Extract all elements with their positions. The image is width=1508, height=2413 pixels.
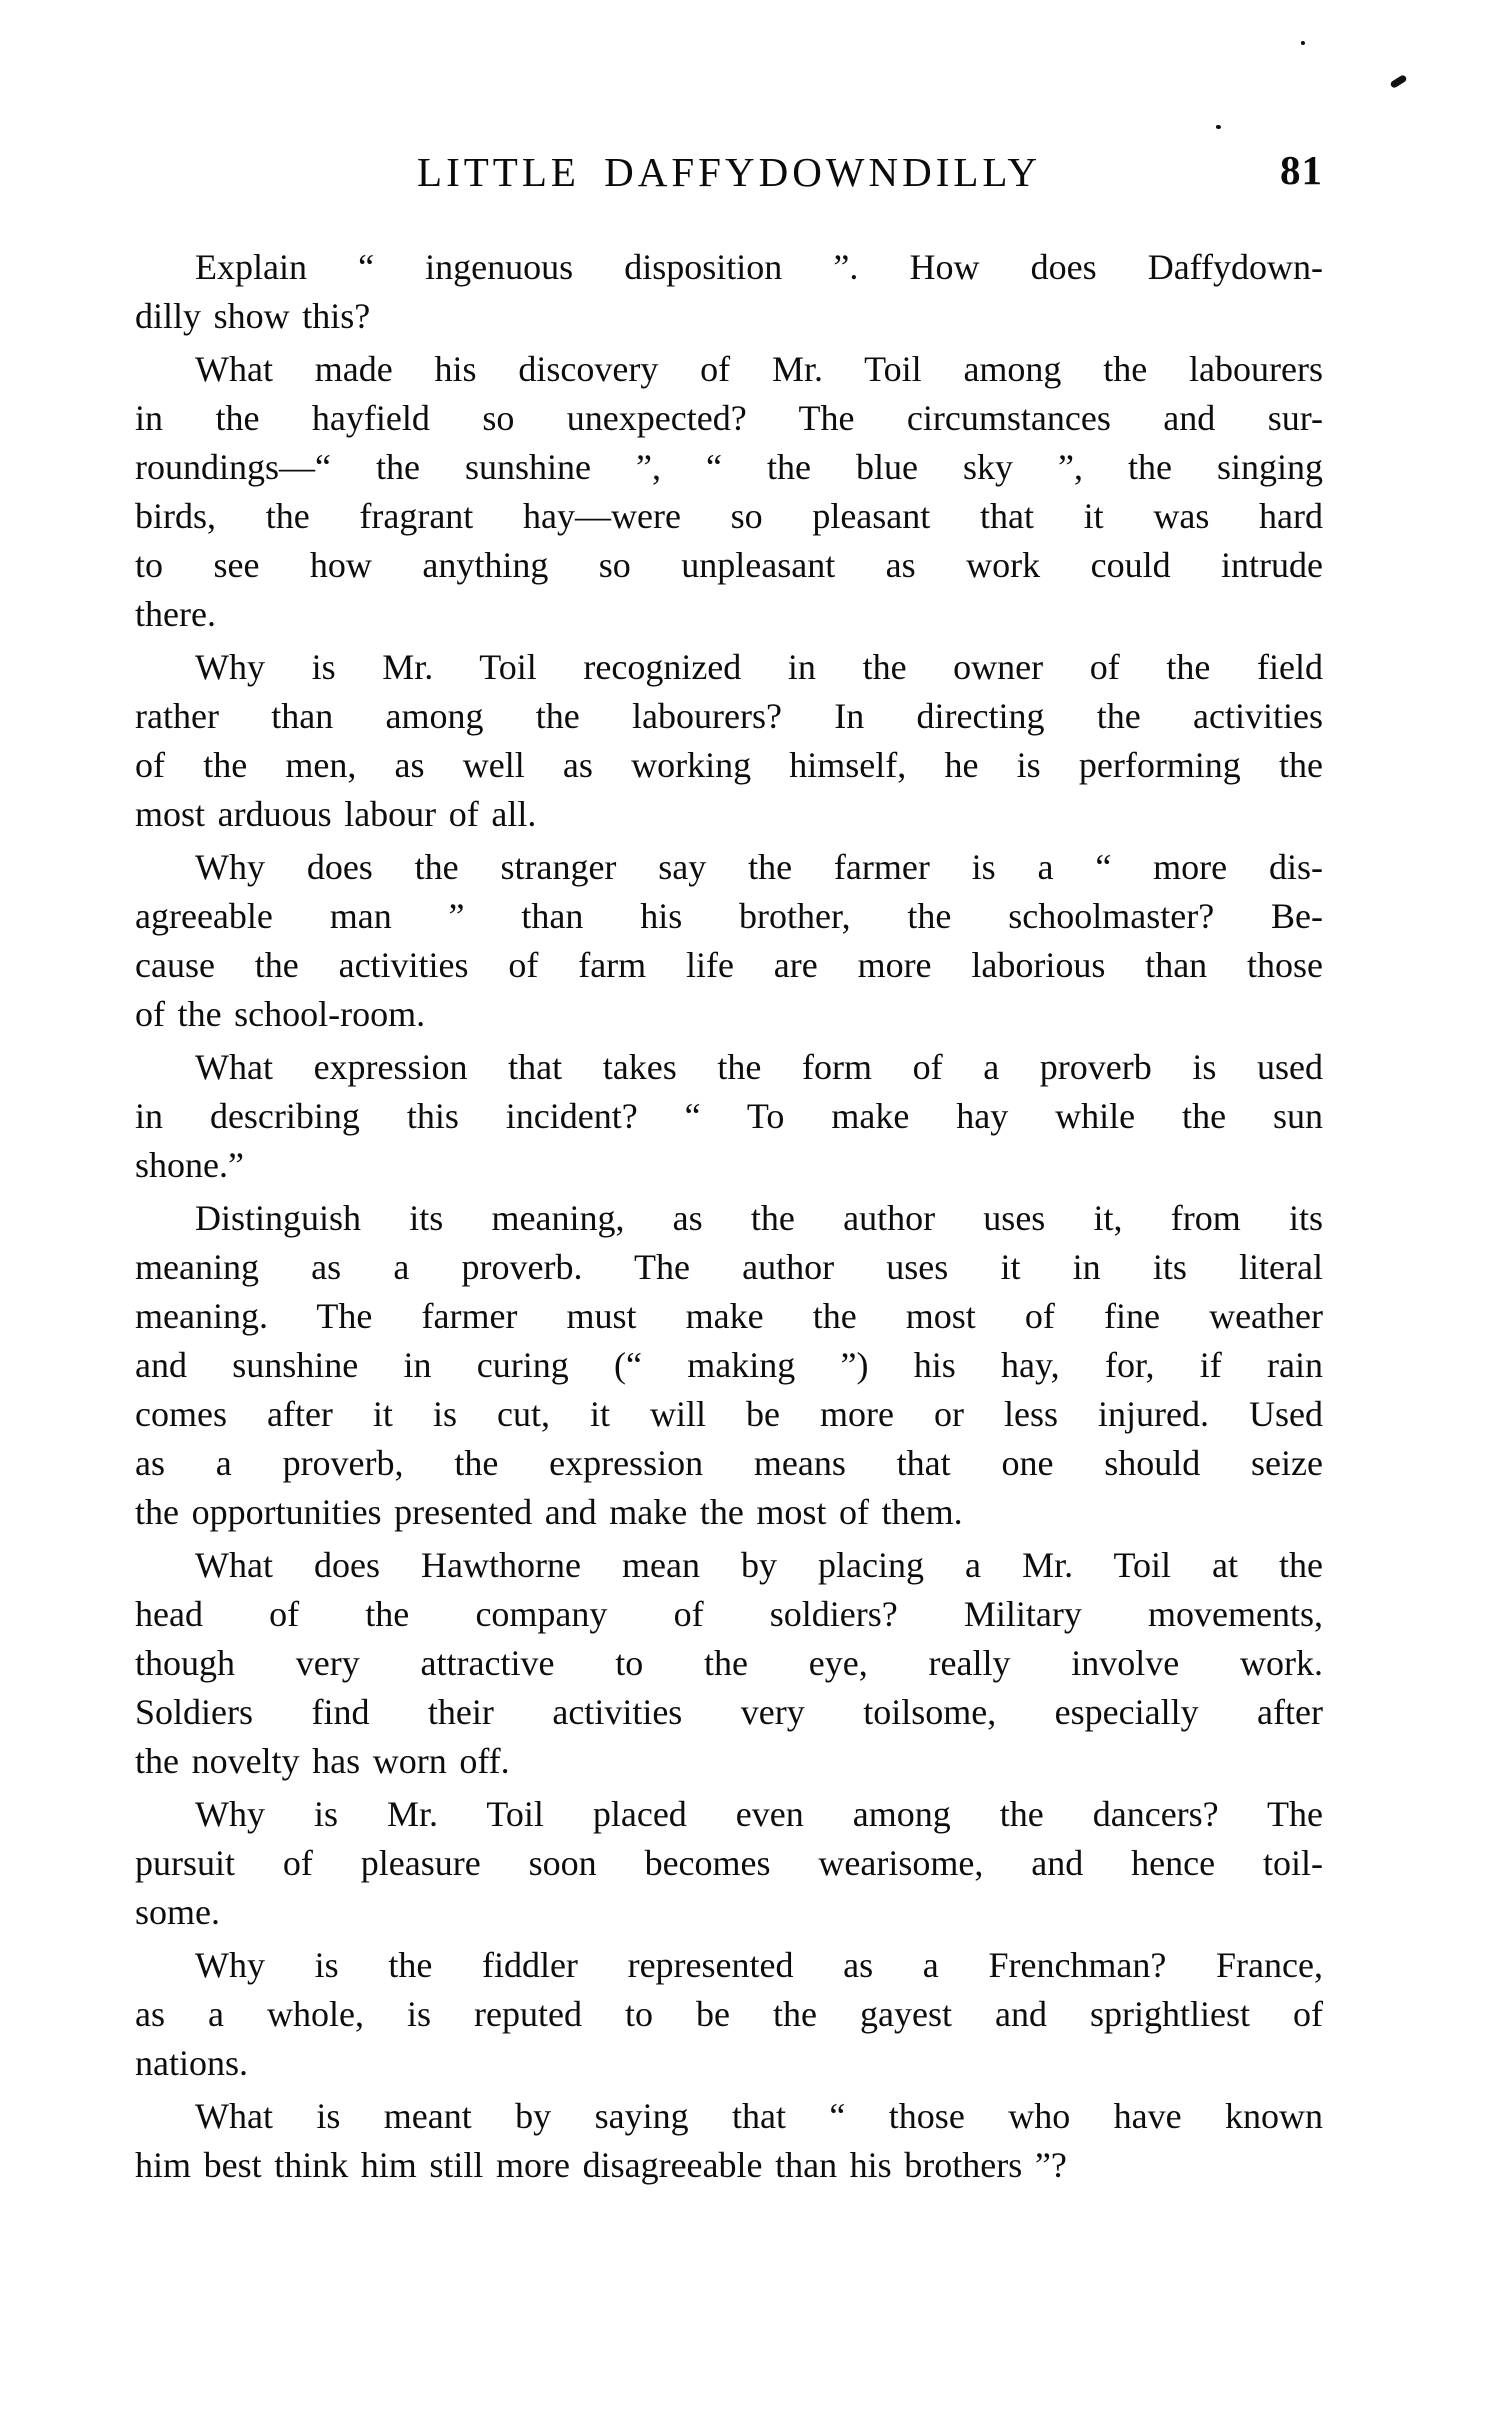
ink-speck: [1301, 41, 1305, 45]
text-line: What does Hawthorne mean by placing a Mr. Toil at the: [195, 1545, 1323, 1585]
text-line: of the school-room.: [135, 994, 426, 1034]
text-line: What expression that takes the form of a proverb is used: [195, 1047, 1323, 1087]
text-line: agreeable man ” than his brother, the schoolmaster? Be-: [135, 896, 1323, 936]
text-line: in describing this incident? “ To make hay while the sun: [135, 1096, 1323, 1136]
paragraph: [135, 243, 1323, 341]
text-line: though very attractive to the eye, really involve work.: [135, 1643, 1323, 1683]
text-line: meaning. The farmer must make the most of fine weather: [135, 1296, 1323, 1336]
page-number: 81: [1280, 147, 1323, 193]
text-line: Why is Mr. Toil placed even among the dancers? The: [195, 1794, 1323, 1834]
paragraph: [135, 643, 1323, 839]
text-line: rather than among the labourers? In directing the activities: [135, 696, 1323, 736]
paragraph: [135, 345, 1323, 639]
paragraph: [135, 2092, 1323, 2190]
text-line: and sunshine in curing (“ making ”) his hay, for, if rain: [135, 1345, 1323, 1385]
text-line: Why does the stranger say the farmer is a “ more dis-: [195, 847, 1323, 887]
text-line: most arduous labour of all.: [135, 794, 537, 834]
text-line: as a whole, is reputed to be the gayest and sprightliest of: [135, 1994, 1323, 2034]
text-line: dilly show this?: [135, 296, 371, 336]
ink-speck: [1389, 74, 1407, 89]
text-line: in the hayfield so unexpected? The circumstances and sur-: [135, 398, 1323, 438]
text-line: Explain “ ingenuous disposition ”. How does Daffydown-: [195, 247, 1323, 287]
paragraph: [135, 1043, 1323, 1190]
running-head: [135, 147, 1323, 195]
text-line: nations.: [135, 2043, 248, 2083]
text-line: the opportunities presented and make the most of them.: [135, 1492, 963, 1532]
text-line: birds, the fragrant hay—were so pleasant that it was hard: [135, 496, 1323, 536]
text-line: cause the activities of farm life are more laborious than those: [135, 945, 1323, 985]
text-line: pursuit of pleasure soon becomes wearisome, and hence toil-: [135, 1843, 1323, 1883]
body-text: [135, 243, 1323, 2194]
ink-speck: [1216, 125, 1221, 129]
text-line: the novelty has worn off.: [135, 1741, 510, 1781]
text-line: Soldiers find their activities very toilsome, especially after: [135, 1692, 1323, 1732]
page-title: LITTLE DAFFYDOWNDILLY: [417, 149, 1041, 195]
paragraph: [135, 843, 1323, 1039]
text-line: to see how anything so unpleasant as work could intrude: [135, 545, 1323, 585]
text-line: there.: [135, 594, 216, 634]
text-line: head of the company of soldiers? Military movements,: [135, 1594, 1323, 1634]
text-line: What is meant by saying that “ those who have known: [195, 2096, 1323, 2136]
text-line: as a proverb, the expression means that one should seize: [135, 1443, 1323, 1483]
text-line: Distinguish its meaning, as the author uses it, from its: [195, 1198, 1323, 1238]
text-line: him best think him still more disagreeable than his brothers ”?: [135, 2145, 1067, 2185]
paragraph: [135, 1941, 1323, 2088]
paragraph: [135, 1541, 1323, 1786]
text-line: meaning as a proverb. The author uses it in its literal: [135, 1247, 1323, 1287]
text-line: Why is the fiddler represented as a Frenchman? France,: [195, 1945, 1323, 1985]
paragraph: [135, 1194, 1323, 1537]
text-line: of the men, as well as working himself, he is performing the: [135, 745, 1323, 785]
text-line: some.: [135, 1892, 220, 1932]
text-line: roundings—“ the sunshine ”, “ the blue sky ”, the singing: [135, 447, 1323, 487]
text-line: What made his discovery of Mr. Toil among the labourers: [195, 349, 1323, 389]
text-line: comes after it is cut, it will be more or less injured. Used: [135, 1394, 1323, 1434]
text-line: Why is Mr. Toil recognized in the owner of the field: [195, 647, 1323, 687]
text-line: shone.”: [135, 1145, 244, 1185]
paragraph: [135, 1790, 1323, 1937]
